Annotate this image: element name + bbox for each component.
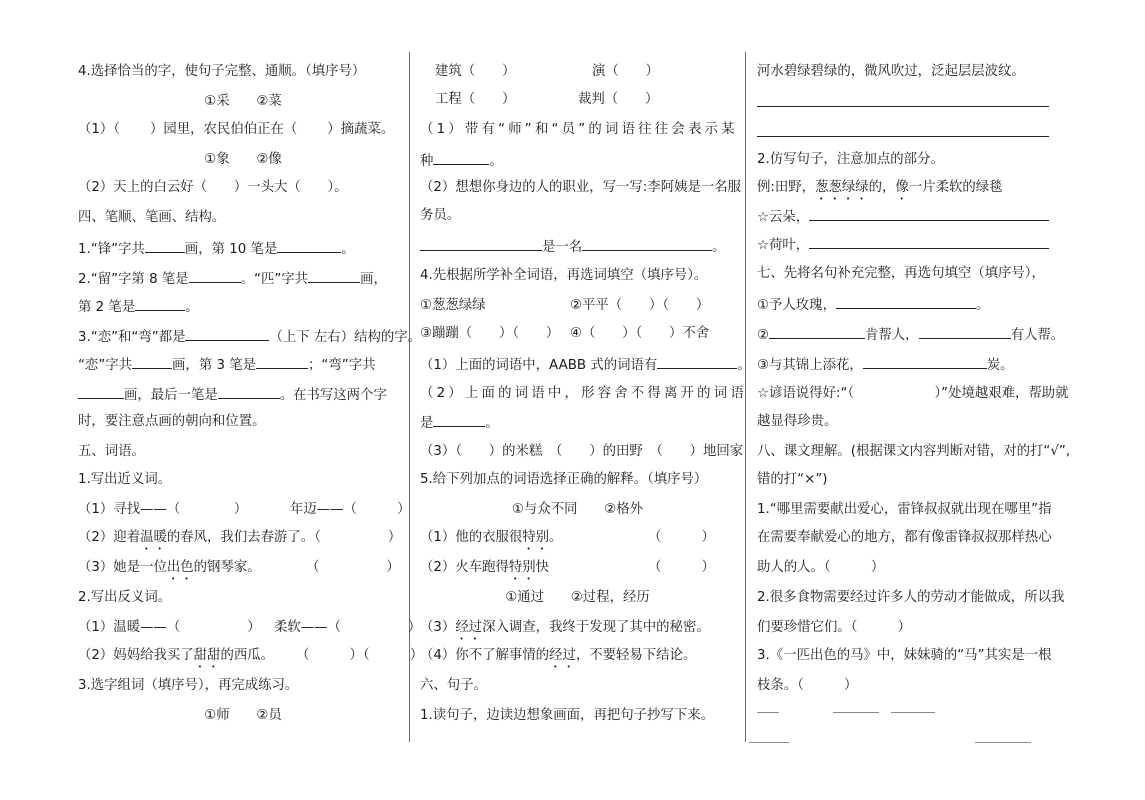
question-item: 1.“哪里需要献出爱心，雷锋叔叔就出现在哪里”指: [757, 502, 1052, 517]
question-title: 1.写出近义词。: [78, 472, 172, 487]
column-divider: [409, 52, 410, 742]
answer-blank[interactable]: [145, 238, 185, 253]
dotted-word: 经过: [549, 648, 576, 663]
answer-blank[interactable]: [256, 354, 308, 369]
question-item: （1）寻找——（ ） 年迈——（ ）: [78, 502, 411, 517]
answer-blank[interactable]: [657, 354, 737, 369]
answer-blank[interactable]: [189, 268, 241, 283]
answer-blank[interactable]: [769, 324, 865, 339]
question-item: 助人的人。（ ）: [757, 560, 885, 575]
question-item: 越显得珍贵。: [757, 414, 838, 429]
question-title: 2.写出反义词。: [78, 590, 172, 605]
question-item: 在需要奉献爱心的地方，都有像雷锋叔叔那样热心: [757, 530, 1052, 545]
word-blank: 裁判（ ）: [578, 92, 659, 107]
question-item: 3.《一匹出色的马》中，妹妹骑的“马”其实是一根: [757, 648, 1052, 663]
question-item: ☆荷叶，: [757, 234, 1049, 256]
word-blank: 演（ ）: [592, 64, 659, 79]
option-list: ①师 ②员: [204, 708, 282, 723]
word-option: ①葱葱绿绿: [420, 298, 486, 313]
dotted-word: 出色: [166, 560, 194, 575]
question-item: 务员。: [420, 208, 461, 223]
answer-blank[interactable]: [836, 294, 976, 309]
word-option: ③蹦蹦（ ）（ ）: [420, 326, 560, 341]
option-list: ①与众不同 ②格外: [511, 502, 644, 517]
question-item: 种 。: [420, 150, 503, 172]
question-item: （1）上面的词语中，AABB 式的词语有 。: [420, 354, 751, 376]
question-item: （4）你不了解事情的经过，不要轻易下结论。: [420, 648, 697, 663]
answer-blank[interactable]: [132, 354, 172, 369]
answer-blank[interactable]: [433, 412, 485, 427]
question-item: 第 2 笔是 。: [78, 296, 199, 318]
word-blank: 工程（ ）: [435, 92, 516, 107]
question-item: ③与其锦上添花， 炭。: [757, 354, 1014, 376]
question-title: 4.选择恰当的字，使句子完整、通顺。（填序号）: [78, 64, 366, 79]
answer-blank[interactable]: [135, 296, 185, 311]
answer-blank[interactable]: [919, 324, 1011, 339]
answer-blank[interactable]: [185, 326, 269, 341]
section-title: 四、笔顺、笔画、结构。: [78, 210, 226, 225]
question-item: 是一名 。: [420, 236, 726, 258]
dotted-word: 特别: [508, 560, 536, 575]
question-item: 是 。: [420, 412, 499, 434]
answer-blank[interactable]: [78, 384, 124, 399]
question-item: （3）经过深入调查，我终于发现了其中的秘密。: [420, 620, 710, 635]
question-item: 2.很多食物需要经过许多人的劳动才能做成，所以我: [757, 590, 1065, 605]
section-title: 六、句子。: [420, 678, 487, 693]
question-item: ② 肯帮人， 有人帮。: [757, 324, 1064, 346]
answer-blank[interactable]: [277, 238, 341, 253]
question-item: 2.“留”字第 8 笔是 。“匹”字共 画，: [78, 268, 387, 290]
section-title: 七、先将名句补充完整，再选句填空（填序号），: [757, 266, 1045, 281]
dotted-word: 甜甜: [193, 648, 221, 663]
answer-line[interactable]: [757, 136, 1049, 137]
question-title: 5.给下列加点的词语选择正确的解释。（填序号）: [420, 472, 708, 487]
question-item: （3）她是一位出色的钢琴家。 （ ）: [78, 560, 400, 575]
question-item: ☆云朵，: [757, 206, 1049, 228]
section-title: 八、课文理解。(根据课文内容判断对错，对的打“√”,: [757, 444, 1071, 459]
answer-blank[interactable]: [308, 268, 360, 283]
question-title: 1.读句子，边读边想象画面，再把句子抄写下来。: [420, 708, 714, 723]
answer-blank[interactable]: [582, 236, 712, 251]
question-item: （2）迎着温暖的春风，我们去春游了。（ ）: [78, 530, 402, 545]
question-item: （2）火车跑得特别快 （ ）: [420, 560, 715, 575]
question-item: 3.“恋”和“弯”都是 （上下 左右）结构的字。: [78, 326, 421, 348]
option-list: ①采 ②菜: [204, 94, 282, 109]
question-item: ☆谚语说得好:“（ ）”处境越艰难，帮助就: [757, 386, 1069, 401]
question-item: 画，最后一笔是 。在书写这两个字: [78, 384, 387, 406]
question-item: （3）（ ）的米糕 （ ）的田野 （ ）地回家: [420, 444, 744, 459]
dotted-word: 经过: [455, 620, 483, 635]
word-option: ②平平（ ）（ ）: [570, 298, 710, 313]
question-item: （2）天上的白云好（ ）一头大（ ）。: [78, 180, 348, 195]
question-item: 枝条。（ ）: [757, 678, 858, 693]
option-list: ①象 ②像: [204, 152, 282, 167]
example-sentence: 例:田野，葱葱绿绿的，像一片柔软的绿毯: [757, 180, 1003, 195]
question-item: （1）温暖——（ ） 柔软——（ ）: [78, 620, 422, 635]
option-list: ①通过 ②过程，经历: [505, 590, 650, 605]
section-title: 五、词语。: [78, 444, 145, 459]
word-option: ④（ ）（ ）不舍: [570, 326, 710, 341]
question-item: （1）他的衣服很特别。 （ ）: [420, 530, 715, 545]
scan-artifacts: [757, 712, 1057, 747]
question-item: 们要珍惜它们。（ ）: [757, 620, 911, 635]
question-item: （1）带有“师”和“员”的词语往往会表示某: [420, 122, 738, 137]
word-blank: 建筑（ ）: [435, 64, 516, 79]
question-item: 时，要注意点画的朝向和位置。: [78, 414, 266, 429]
dotted-word: 像: [895, 180, 909, 195]
question-title: 3.选字组词（填序号），再完成练习。: [78, 678, 299, 693]
question-item: （1）（ ）园里，农民伯伯正在（ ）摘蔬菜。: [78, 122, 395, 137]
dotted-word: 葱葱绿绿: [815, 180, 869, 195]
answer-blank[interactable]: [433, 150, 489, 165]
question-item: （2）妈妈给我买了甜甜的西瓜。 （ ）（ ）: [78, 648, 424, 663]
answer-blank[interactable]: [420, 236, 542, 251]
question-item: 河水碧绿碧绿的，微风吹过，泛起层层波纹。: [757, 64, 1025, 79]
question-item: 1.“锋”字共 画，第 10 笔是 。: [78, 238, 355, 260]
question-item: （2）上面的词语中，形容舍不得离开的词语: [420, 386, 747, 401]
answer-blank[interactable]: [218, 384, 280, 399]
dotted-word: 温暖: [140, 530, 167, 545]
question-item: ①予人玫瑰， 。: [757, 294, 989, 316]
question-item: （2）想想你身边的人的职业，写一写:李阿姨是一名服: [420, 180, 742, 195]
answer-blank[interactable]: [863, 354, 987, 369]
answer-line[interactable]: [757, 106, 1049, 107]
question-title: 2.仿写句子，注意加点的部分。: [757, 152, 944, 167]
section-title: 错的打“×”): [757, 472, 828, 487]
question-item: “恋”字共 画，第 3 笔是 ；“弯”字共: [78, 354, 375, 376]
question-title: 4.先根据所学补全词语，再选词填空（填序号）。: [420, 268, 708, 283]
answer-blank[interactable]: [809, 206, 1049, 221]
answer-blank[interactable]: [809, 234, 1049, 249]
dotted-word: 特别: [522, 530, 550, 545]
